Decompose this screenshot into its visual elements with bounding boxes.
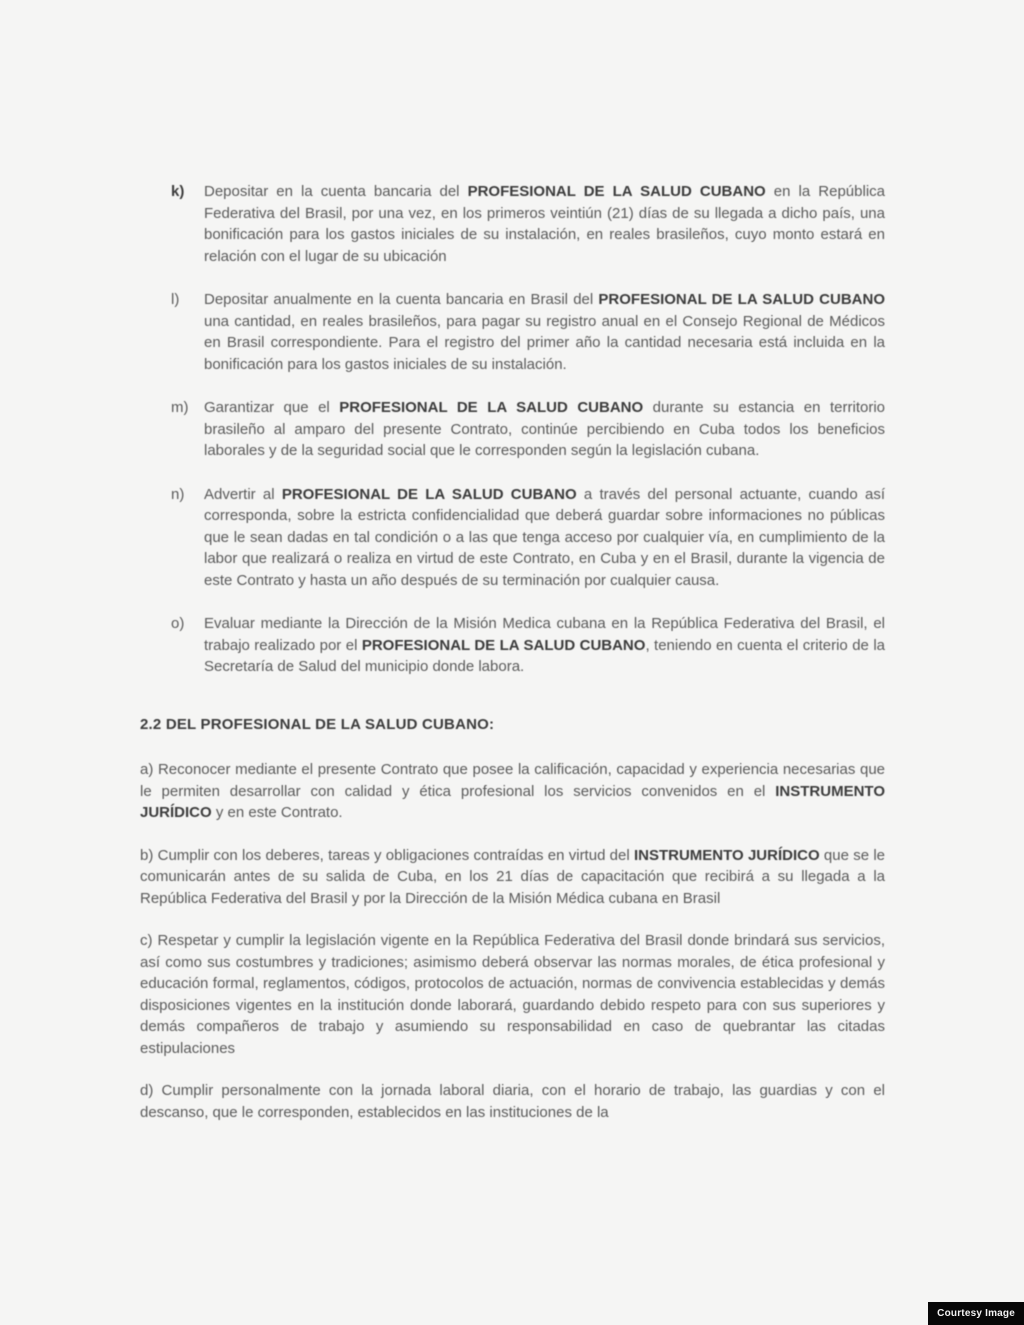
emphasized-text: INSTRUMENTO JURÍDICO (140, 782, 885, 821)
clause-marker-m: m) (171, 399, 189, 416)
contract-clause-m (140, 397, 885, 462)
contract-document-page (140, 181, 885, 1144)
section-heading-2-2: 2.2 DEL PROFESIONAL DE LA SALUD CUBANO: (140, 715, 495, 733)
clause-marker-k: k) (171, 183, 185, 200)
emphasized-text: PROFESIONAL DE LA SALUD CUBANO (598, 291, 885, 308)
body-text: durante su estancia en territorio brasileño al amparo del presente Contrato, continúe percibiendo en Cuba todos los beneficios laborales y de la seguridad social que le corresponden según la legislación cubana. (204, 399, 885, 459)
clause-marker-o: o) (171, 615, 185, 632)
clause-text-l (204, 289, 885, 375)
body-text: y en este Contrato. (211, 804, 343, 821)
emphasized-text: PROFESIONAL DE LA SALUD CUBANO (467, 183, 766, 200)
clause-text-o (204, 613, 885, 678)
contract-clause-list (140, 181, 885, 678)
body-text: una cantidad, en reales brasileños, para pagar su registro anual en el Consejo Regional de Médicos en Brasil correspondiente. Para el registro del primer año la cantidad necesaria está incluida en la bonificación para los gastos iniciales de su instalación. (204, 312, 885, 373)
emphasized-text: PROFESIONAL DE LA SALUD CUBANO (339, 399, 644, 416)
emphasized-text: PROFESIONAL DE LA SALUD CUBANO (281, 485, 577, 503)
body-text: en la República Federativa del Brasil, por una vez, en los primeros veintiún (21) días de su llegada a dicho país, una bonificación para los gastos iniciales de su instalación, en reales brasileños, cuyo monto estará en relación con el lugar de su ubicación (204, 183, 886, 265)
clause-text-n (204, 484, 885, 592)
clause-text-k (204, 181, 885, 267)
clause-marker-n: n) (171, 485, 185, 503)
body-text: Garantizar que el (204, 399, 340, 416)
contract-paragraph-a (140, 759, 885, 824)
body-text: b) Cumplir con los deberes, tareas y obligaciones contraídas en virtud del (140, 846, 634, 864)
contract-paragraph-c (140, 930, 885, 1059)
body-text: Depositar anualmente en la cuenta bancaria en Brasil del (204, 291, 599, 308)
clause-text-m (204, 397, 885, 462)
body-text: a través del personal actuante, cuando así corresponda, sobre la estricta confidencialidad que deberá guardar sobre informaciones no públicas que le sean dadas en tal condición o a las que tenga acceso por cualquier vía, en cumplimiento de la labor que realizará o realiza en virtud de este Contrato, en Cuba y en el Brasil, durante la vigencia de este Contrato y hasta un año después de su terminación por cualquier causa. (204, 485, 885, 589)
body-text: Evaluar mediante la Dirección de la Misión Medica cubana en la República Federativa del Brasil, el trabajo realizado por el (204, 615, 885, 654)
contract-clause-o (140, 613, 885, 678)
contract-paragraph-list (140, 759, 885, 1123)
body-text: , teniendo en cuenta el criterio de la Secretaría de Salud del municipio donde labora. (204, 636, 885, 675)
contract-clause-k (140, 181, 885, 267)
body-text: a) Reconocer mediante el presente Contrato que posee la calificación, capacidad y experiencia necesarias que le permiten desarrollar con calidad y ética profesional los servicios convenidos en el (140, 761, 885, 800)
clause-marker-l: l) (171, 291, 180, 308)
contract-clause-l (140, 289, 885, 375)
contract-paragraph-d (140, 1080, 885, 1123)
body-text: d) Cumplir personalmente con la jornada laboral diaria, con el horario de trabajo, las guardias y con el descanso, que le corresponden, establecidos en las instituciones de la (140, 1082, 885, 1121)
emphasized-text: PROFESIONAL DE LA SALUD CUBANO (361, 636, 646, 654)
body-text: Depositar en la cuenta bancaria del (204, 183, 468, 200)
body-text: c) Respetar y cumplir la legislación vigente en la República Federativa del Brasil donde brindará sus servicios, así como sus costumbres y tradiciones; asimismo deberá observar las normas morales, de ética profesional y educación formal, reglamentos, códigos, protocolos de actuación, normas de convivencia establecidas y demás disposiciones vigentes en la institución donde laborará, guardando debido respeto para con sus superiores y demás compañeros de trabajo y asumiendo su responsabilidad en caso de quebrantar las citadas estipulaciones (140, 932, 885, 1057)
body-text: que se le comunicarán antes de su salida de Cuba, en los 21 días de capacitación que recibirá a su llegada a la República Federativa del Brasil y por la Dirección de la Misión Médica cubana en Brasil (140, 846, 885, 907)
emphasized-text: INSTRUMENTO JURÍDICO (633, 846, 820, 864)
body-text: Advertir al (204, 485, 282, 503)
contract-clause-n (140, 484, 885, 592)
courtesy-image-badge: Courtesy Image (928, 1302, 1024, 1325)
contract-paragraph-b (140, 845, 885, 910)
